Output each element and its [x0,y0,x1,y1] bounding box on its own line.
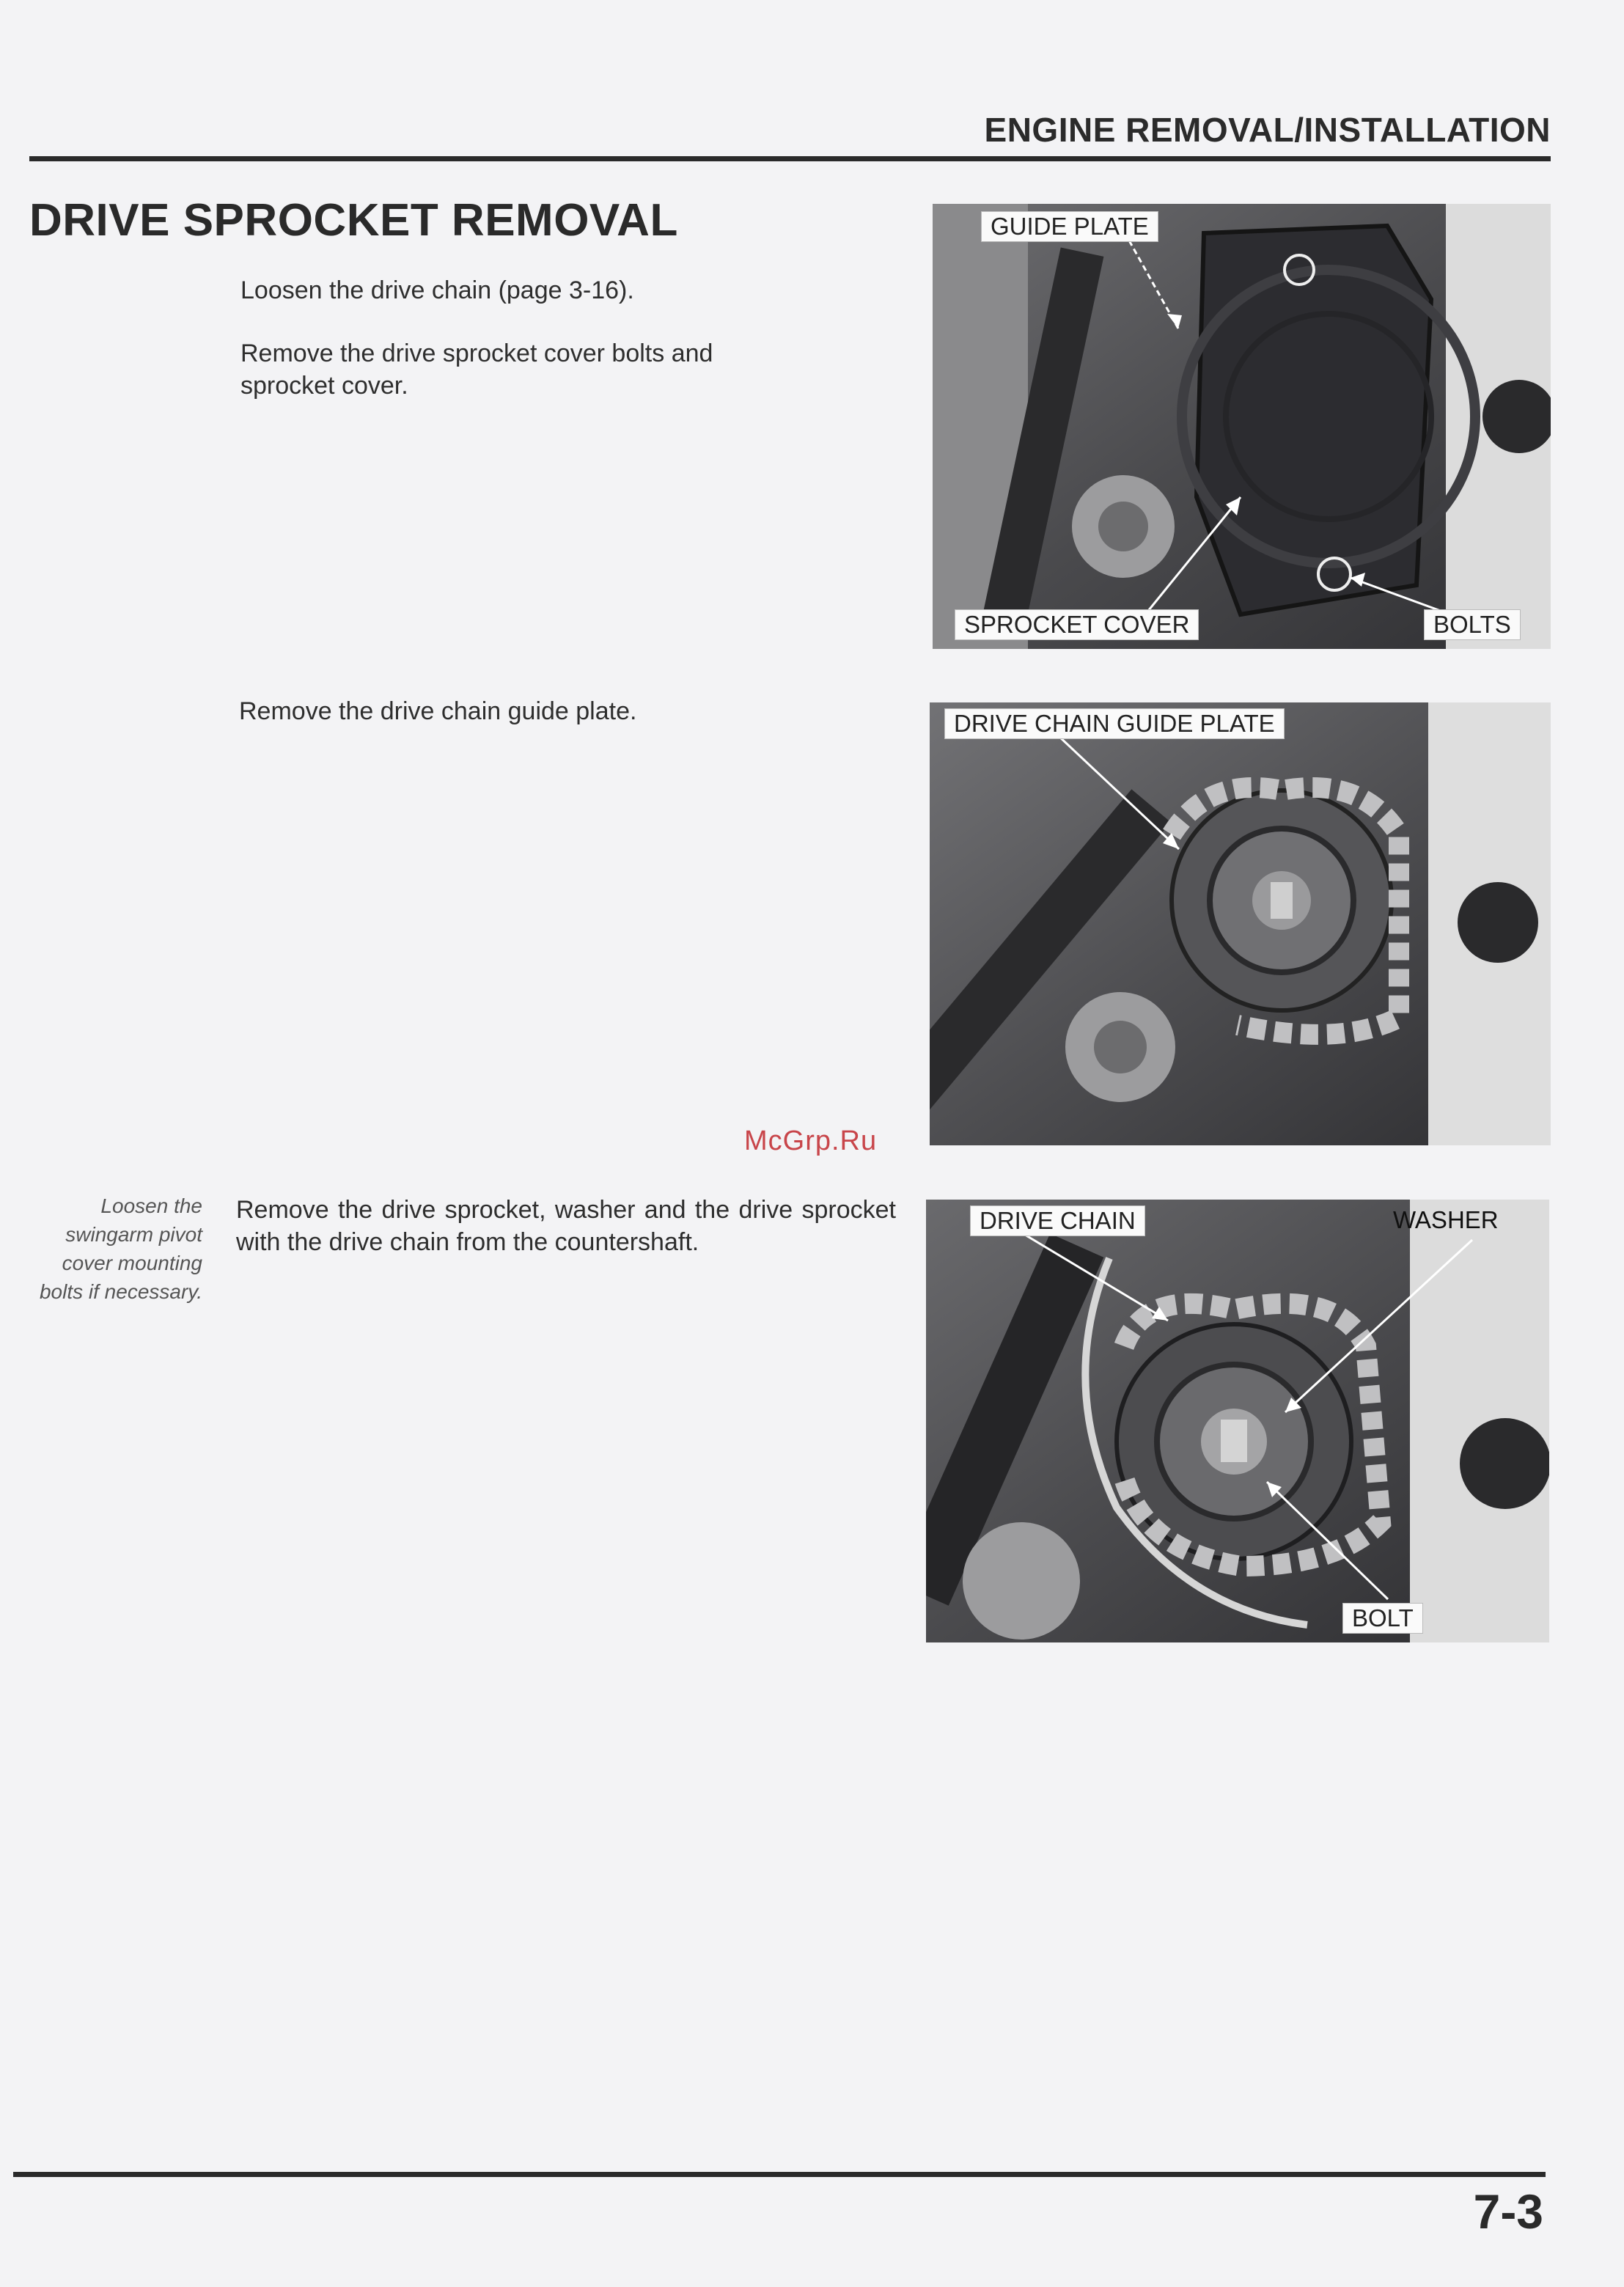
figure-drive-sprocket-photo [926,1200,1549,1642]
step-remove-cover: Remove the drive sprocket cover bolts and sprocket cover. [240,339,713,400]
running-header: ENGINE REMOVAL/INSTALLATION [984,111,1551,149]
figure-sprocket-cover-photo [933,204,1551,649]
label-bolt: BOLT [1342,1603,1423,1634]
section-title: DRIVE SPROCKET REMOVAL [29,195,678,246]
step-remove-sprocket: Remove the drive sprocket, washer and the drive sprocket with the drive chain from the countershaft. [236,1196,896,1256]
label-bolts: BOLTS [1424,609,1521,640]
label-drive-chain-guide-plate: DRIVE CHAIN GUIDE PLATE [944,708,1285,739]
footer-rule [13,2172,1546,2177]
step-loosen-chain: Loosen the drive chain (page 3-16). [240,276,634,304]
watermark-text: McGrp.Ru [744,1126,878,1156]
label-sprocket-cover: SPROCKET COVER [955,609,1199,640]
figure-guide-plate-photo [930,702,1551,1145]
label-drive-chain: DRIVE CHAIN [970,1205,1145,1236]
step-remove-guide-plate: Remove the drive chain guide plate. [239,697,637,725]
side-note: Loosen the swingarm pivot cover mounting bolts if necessary. [39,1194,202,1303]
page-number: 7-3 [1473,2184,1543,2239]
label-washer: WASHER [1393,1206,1499,1233]
label-guide-plate: GUIDE PLATE [981,211,1158,242]
header-rule [29,156,1551,161]
